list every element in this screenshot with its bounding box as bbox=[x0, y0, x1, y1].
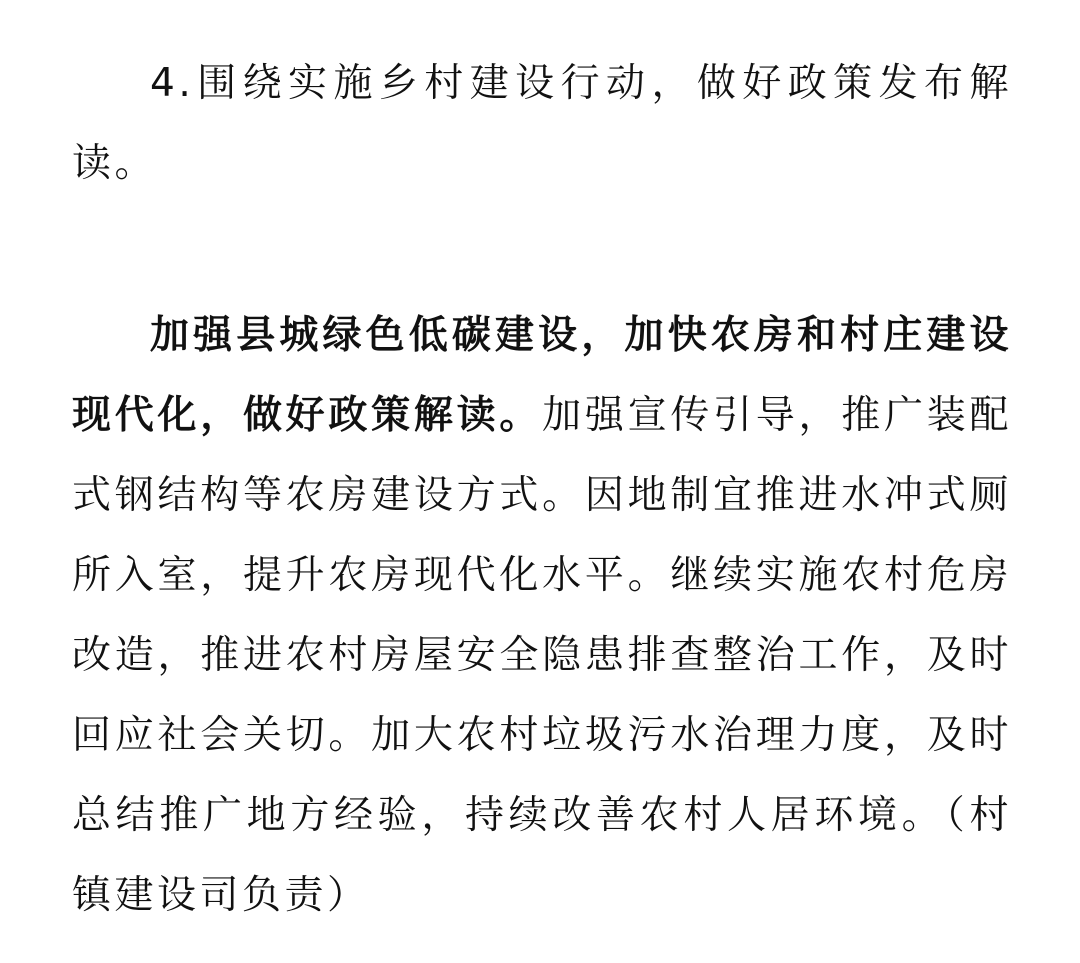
body-paragraph bbox=[72, 296, 1012, 936]
paragraph-body-text: 加强宣传引导，推广装配式钢结构等农房建设方式。因地制宜推进水冲式厕所入室，提升农房现代化水平。继续实施农村危房改造，推进农村房屋安全隐患排查整治工作，及时回应社会关切。加大农村垃圾污水治理力度，及时总结推广地方经验，持续改善农村人居环境。（村镇建设司负责） bbox=[72, 393, 1012, 918]
paragraph-spacer bbox=[72, 204, 1012, 296]
document-page bbox=[72, 44, 1012, 936]
paragraph-lead-bold: 加强县城绿色低碳建设，加快农房和村庄建设现代化，做好政策解读。 bbox=[72, 313, 1012, 438]
section-heading: 4.围绕实施乡村建设行动，做好政策发布解读。 bbox=[72, 61, 1012, 186]
